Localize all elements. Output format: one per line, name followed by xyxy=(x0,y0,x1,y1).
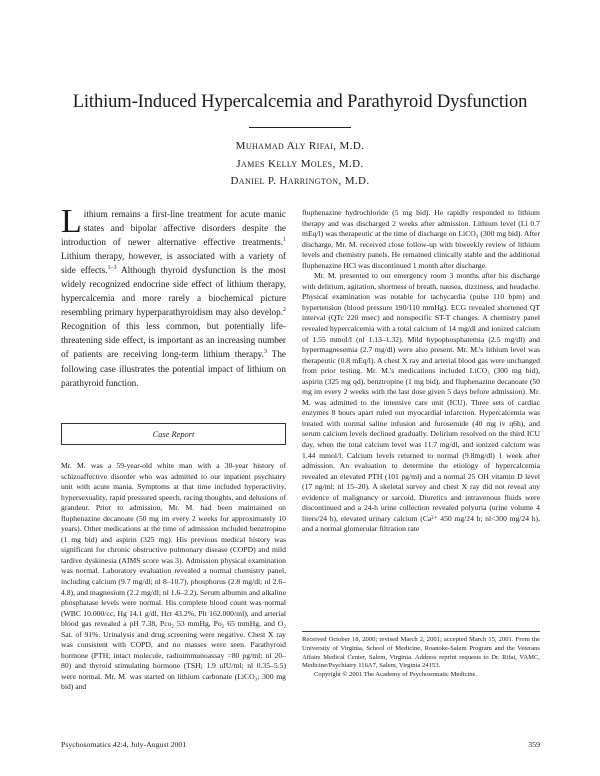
author-name: James Kelly Moles, M.D. xyxy=(236,157,364,170)
author-name: Daniel P. Harrington, M.D. xyxy=(230,175,370,187)
copyright-notice: Copyright © 2001 The Academy of Psychosomatic Medicine. xyxy=(314,671,478,679)
intro-text: Lithium therapy, however, is associated with a variety of side effects. xyxy=(61,251,286,276)
footnote xyxy=(302,636,540,680)
section-heading-box xyxy=(61,423,286,445)
author-list xyxy=(0,138,600,191)
right-column-text xyxy=(302,208,540,535)
body-paragraph: Mr. M. was a 59-year-old white man with a 30-year history of schizoaffective disorder who was admitted to our inpatient psychiatry unit with acute mania. Symptoms at that time included hyperactivity, hypersexuality, rapid pressured speech, racing thoughts, and delusions of grandeur. Prior to admission, Mr. M. had been maintained on fluphenazine decanoate (50 mg im every 2 weeks for approximately 10 years). Other medications at the time of admission included benztropine (1 mg bid) and aspirin (325 mg). His previous medical history was significant for chronic obstructive pulmonary disease (COPD) and mild tardive dyskinesia (AIMS score was 3). Admission physical examination was normal. Laboratory evaluation revealed a normal chemistry panel, including calcium (9.7 mg/dl; nl 8–10.7), phosphorus (2.8 mg/dl; nl 2.6–4.8), and magnesium (2.2 mg/dl; nl 1.6–2.2). Serum albumin and alkaline phosphatase levels were normal. His complete blood count was normal (WBC 10.000/cc, Hg 14.1 g/dl, Hct 43.2%, Plt 162.000/ml), and arterial blood gas revealed a pH 7.38, Pco₂ 53 mmHg, Po₂ 65 mmHg, and O₂ Sat. of 91%. Urinalysis and drug screening were negative. Chest X ray was consistent with COPD, and no masses were seen. Parathyroid hormone (PTH; intact molecule, radioimmunoassay =80 pg/ml; nl 20–80) and thyroid stimulating hormone (TSH; 1.9 uIU/ml; nl 0.35–5.5) were normal. Mr. M. was started on lithium carbonate (LiCO₃; 300 mg bid) and xyxy=(61,461,286,692)
title-rule xyxy=(249,127,351,128)
page-number: 359 xyxy=(528,740,540,749)
intro-paragraph xyxy=(61,203,286,390)
intro-text: ithium remains a first-line treatment for acute manic states and bipolar affective disorders despite the introduction of newer alternative effective treatments. xyxy=(61,209,286,248)
body-paragraph: Mr. M. presented to our emergency room 3 months after his discharge with delirium, agitation, shortness of breath, nausea, dizziness, and headache. Physical examination was notable for tachycardia (pulse 110 bpm) and hypertension (blood pressure 190/110 mmHg). ECG revealed shortened QT interval (QTc 220 msec) and nonspecific ST-T changes. A chemistry panel revealed hypercalcemia with a total calcium of 14 mg/dl and ionized calcium of 1.55 mmol/l (nl 1.13–1.32). Mild hypophosphatemia (2.5 mg/dl) and hypermagnesemia (2.7 mg/dl) were also present. Mr. M.'s lithium level was therapeutic (0.8 mEq/l). A chest X ray and arterial blood gas were unchanged from prior testing. Mr. M.'s medications included LiCO₃ (300 mg bid), aspirin (325 mg qd), benztropine (1 mg bid), and fluphenazine decanoate (50 mg im every 2 weeks with the last dose given 5 days before admission). Mr. M. was admitted to the intensive care unit (ICU). Three sets of cardiac enzymes 8 hours apart ruled out myocardial infarction. Hypercalcemia was treated with normal saline infusion and furosemide (40 mg iv q6h), and serum calcium levels declined gradually. Delirium resolved on the third ICU day, when the total calcium level was 11.7 mg/dl, and ionized calcium was 1.44 mmol/l. Calcium levels returned to normal (9.8mg/dl) 1 week after admission. An evaluation to determine the etiology of hypercalcemia revealed an elevated PTH (101 pg/ml) and a normal 25 OH vitamin D level (17 ng/ml; nl 15–20). A skeletal survey and chest X ray did not reveal any evidence of malignancy or sarcoid. Diuretics and intravenous fluids were discontinued and a 24-h urine collection revealed polyuria (urine volume 4 liters/24 h), elevated urinary calcium (Ca²⁺ 450 mg/24 h; nl<300 mg/24 h), and a normal glomerular filtration rate xyxy=(302,271,540,534)
article-title: Lithium-Induced Hypercalcemia and Parathyroid Dysfunction xyxy=(72,92,528,112)
journal-citation: Psychosomatics 42:4, July-August 2001 xyxy=(61,740,187,749)
footnote-rule xyxy=(302,631,540,632)
intro-text: Although thyroid dysfunction is the most widely recognized endocrine side effect of lithium therapy, hypercalcemia and more rarely a biochemical picture resembling primary hyperparathyroidism may also develop. xyxy=(61,265,286,318)
author-name: Muhamad Aly Rifai, M.D. xyxy=(235,140,365,152)
reference-marker: 2 xyxy=(283,307,286,314)
reference-marker: 1–3 xyxy=(107,265,117,272)
reference-marker: 1 xyxy=(283,237,286,244)
drop-cap: L xyxy=(61,203,82,240)
footnote-text: Received October 18, 2000; revised March 2, 2001; accepted March 15, 2001. From the University of Virginia, School of Medicine, Roanoke-Salem Program and the Veterans Affairs Medical Center, Salem, Virginia. Address reprint requests to Dr. Rifai, VAMC, Medicine/Psychiatry 116A7, Salem, Virginia 24153. xyxy=(302,636,540,670)
intro-text: The following case illustrates the potential impact of lithium on parathyroid function. xyxy=(61,349,286,388)
intro-text: Recognition of this less common, but potentially life-threatening side effect, is important as an increasing number of patients are receiving long-term lithium therapy. xyxy=(61,321,286,360)
body-paragraph: fluphenazine hydrochloride (5 mg bid). He rapidly responded to lithium therapy and was discharged 2 weeks after admission. Lithium level (Li 0.7 mEq/l) was therapeutic at the time of discharge on LiCO₃ (300 mg bid). After discharge, Mr. M. received close follow-up with biweekly review of lithium levels and chemistry panels. He remained clinically stable and the additional fluphenazine HCl was discontinued 1 month after discharge. xyxy=(302,208,540,270)
reference-marker: 3 xyxy=(263,349,267,356)
section-heading: Case Report xyxy=(152,429,195,439)
case-report-text xyxy=(61,461,286,693)
